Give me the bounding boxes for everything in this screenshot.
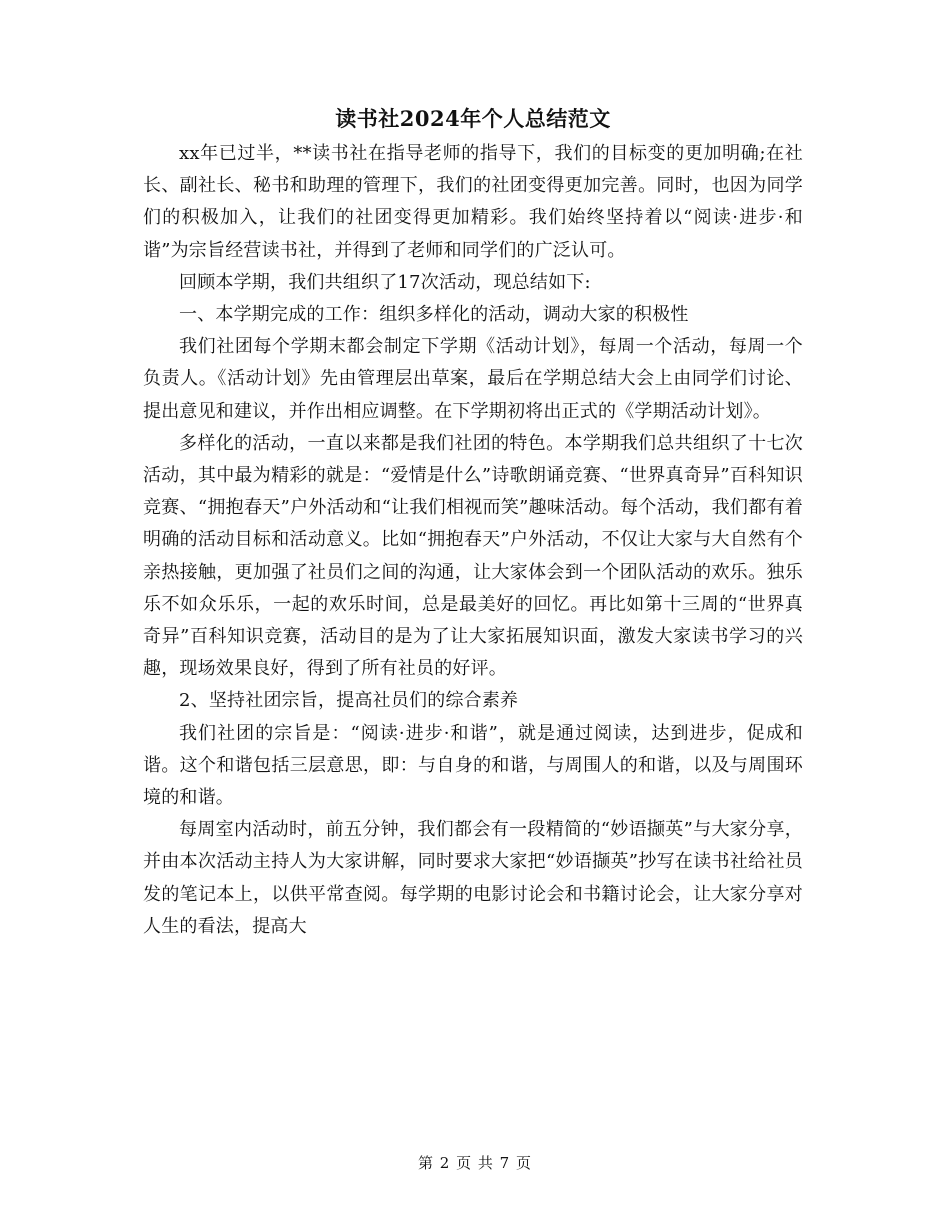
document-page: [143, 104, 803, 943]
paragraph-intro: xx年已过半，**读书社在指导老师的指导下，我们的目标变的更加明确;在社长、副社长、秘书和助理的管理下，我们的社团变得更加完善。同时，也因为同学们的积极加入，让我们的社团变得更加精彩。我们始终坚持着以“阅读·进步·和谐”为宗旨经营读书社，并得到了老师和同学们的广泛认可。: [143, 143, 803, 261]
paragraph-club-tenet: 我们社团的宗旨是：“阅读·进步·和谐”，就是通过阅读，达到进步，促成和谐。这个和谐包括三层意思，即：与自身的和谐，与周围人的和谐，以及与周围环境的和谐。: [143, 722, 803, 809]
section-heading-2: 2、坚持社团宗旨，提高社员们的综合素养: [179, 690, 519, 712]
page-footer: 第 2 页 共 7 页: [418, 1154, 532, 1172]
section-heading-1: 一、本学期完成的工作：组织多样化的活动，调动大家的积极性: [179, 304, 689, 326]
paragraph-weekly-activity: 每周室内活动时，前五分钟，我们都会有一段精简的“妙语撷英”与大家分享，并由本次活动主持人为大家讲解，同时要求大家把“妙语撷英”抄写在读书社给社员发的笔记本上，以供平常查阅。每学期的电影讨论会和书籍讨论会，让大家分享对人生的看法，提高大: [143, 819, 803, 937]
paragraph-diverse-activities: 多样化的活动，一直以来都是我们社团的特色。本学期我们总共组织了十七次活动，其中最为精彩的就是：“爱情是什么”诗歌朗诵竞赛、“世界真奇异”百科知识竞赛、“拥抱春天”户外活动和“让我们相视而笑”趣味活动。每个活动，我们都有着明确的活动目标和活动意义。比如“拥抱春天”户外活动，不仅让大家与大自然有个亲热接触，更加强了社员们之间的沟通，让大家体会到一个团队活动的欢乐。独乐乐不如众乐乐，一起的欢乐时间，总是最美好的回忆。再比如第十三周的“世界真奇异”百科知识竞赛，活动目的是为了让大家拓展知识面，激发大家读书学习的兴趣，现场效果良好，得到了所有社员的好评。: [143, 432, 803, 680]
paragraph-activity-plan: 我们社团每个学期末都会制定下学期《活动计划》，每周一个活动，每周一个负责人。《活动计划》先由管理层出草案，最后在学期总结大会上由同学们讨论、提出意见和建议，并作出相应调整。在下学期初将出正式的《学期活动计划》。: [143, 336, 803, 422]
paragraph-review: 回顾本学期，我们共组织了17次活动，现总结如下:: [179, 271, 591, 293]
document-title: 读书社2024年个人总结范文: [335, 106, 611, 131]
